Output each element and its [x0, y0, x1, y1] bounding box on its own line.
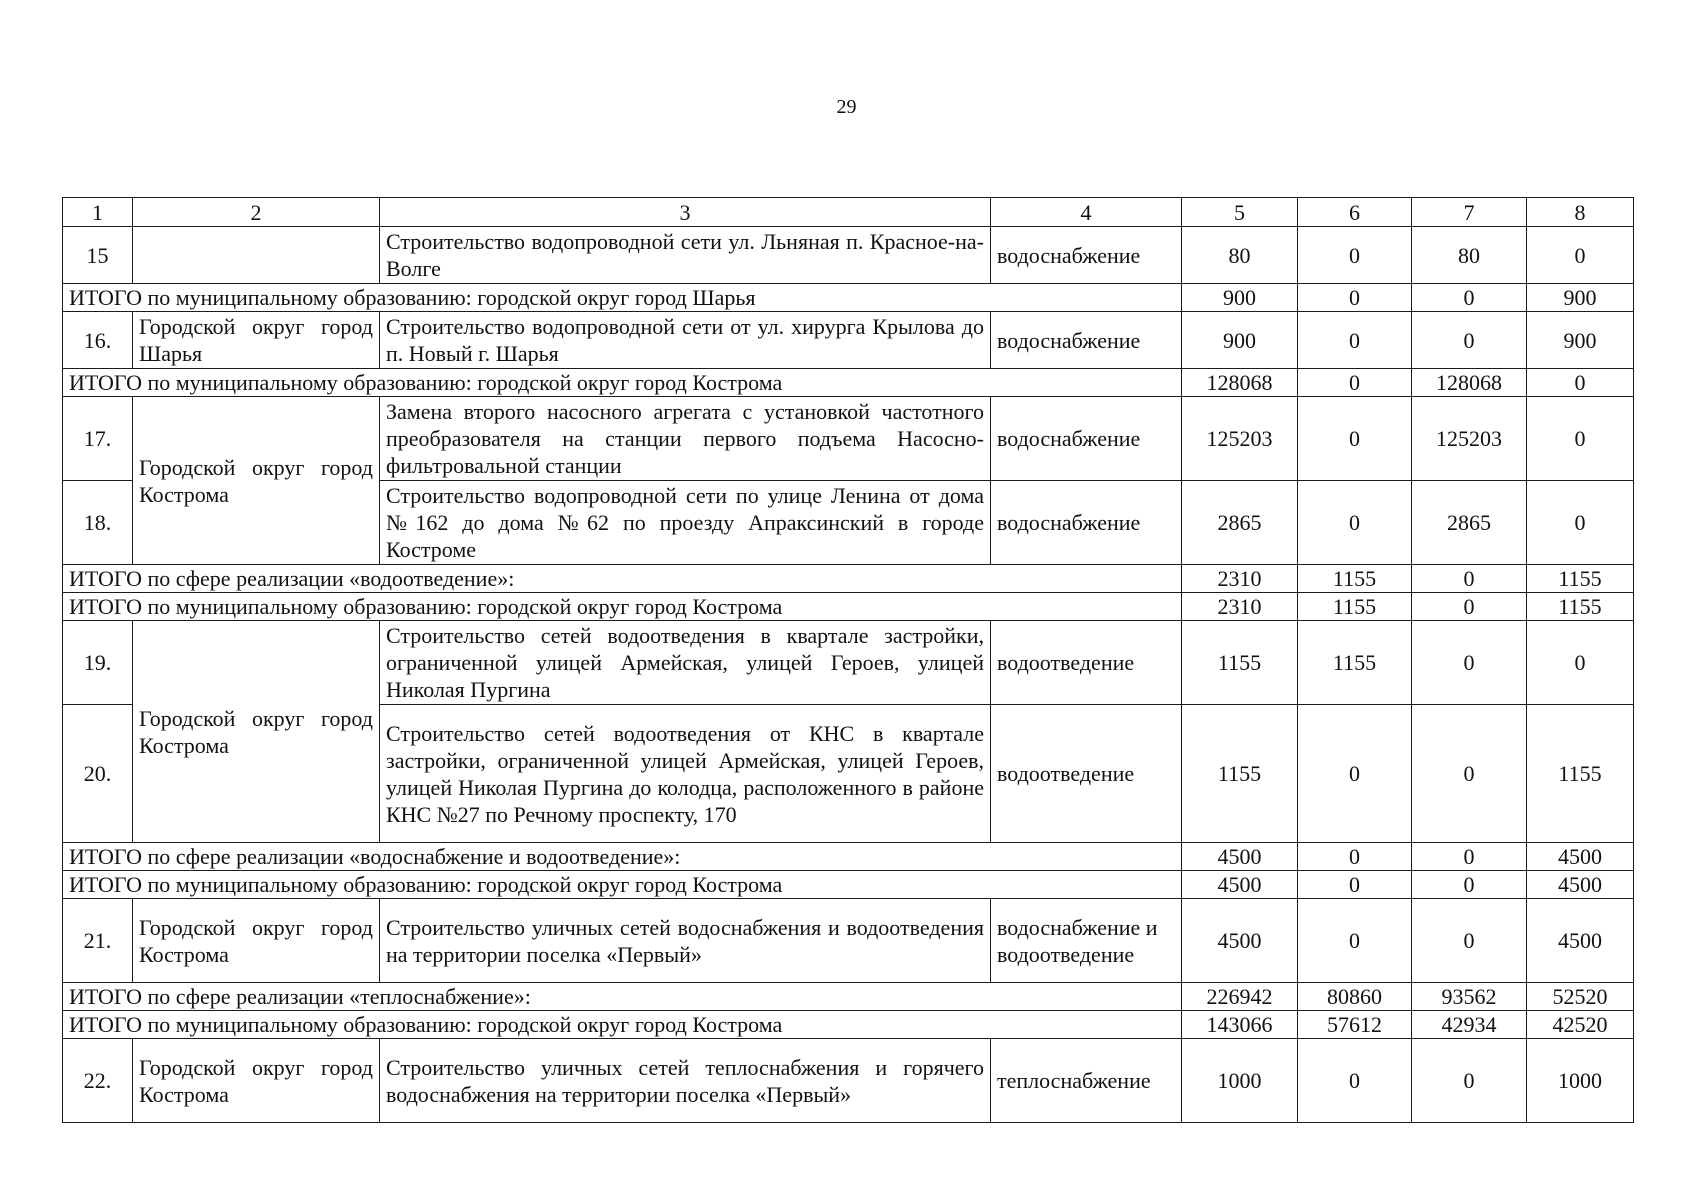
value-col6: 0 [1298, 705, 1412, 843]
header-cell-8: 8 [1527, 198, 1634, 227]
row-number: 15 [63, 227, 133, 284]
table-row-21 [63, 899, 1634, 983]
table-row-15 [63, 227, 1634, 284]
value-col6: 0 [1298, 899, 1412, 983]
total-label: ИТОГО по сфере реализации «водоотведение»: [63, 565, 1182, 593]
value-col8: 1000 [1527, 1039, 1634, 1123]
total-col7: 42934 [1412, 1011, 1527, 1039]
column-number-header-row [63, 198, 1634, 227]
sphere-cell: теплоснабжение [991, 1039, 1182, 1123]
page-number: 29 [836, 96, 857, 118]
total-col5: 226942 [1182, 983, 1298, 1011]
value-col5: 1000 [1182, 1039, 1298, 1123]
project-description: Строительство водопроводной сети от ул. хирурга Крылова до п. Новый г. Шарья [380, 312, 991, 369]
total-col5: 128068 [1182, 369, 1298, 397]
value-col6: 0 [1298, 481, 1412, 565]
total-col5: 4500 [1182, 871, 1298, 899]
total-col8: 0 [1527, 369, 1634, 397]
total-col5: 4500 [1182, 843, 1298, 871]
value-col7: 2865 [1412, 481, 1527, 565]
table-row-17 [63, 397, 1634, 481]
total-col8: 52520 [1527, 983, 1634, 1011]
value-col7: 0 [1412, 1039, 1527, 1123]
value-col8: 0 [1527, 481, 1634, 565]
value-col8: 4500 [1527, 899, 1634, 983]
value-col6: 0 [1298, 397, 1412, 481]
value-col5: 80 [1182, 227, 1298, 284]
total-col7: 0 [1412, 843, 1527, 871]
total-col7: 0 [1412, 565, 1527, 593]
value-col5: 4500 [1182, 899, 1298, 983]
total-col8: 4500 [1527, 843, 1634, 871]
total-row-kostroma [63, 369, 1634, 397]
project-description: Строительство уличных сетей теплоснабжения и горячего водоснабжения на территории поселка «Первый» [380, 1039, 991, 1123]
value-col8: 900 [1527, 312, 1634, 369]
municipality-cell: Городской округ город Кострома [133, 397, 380, 565]
municipality-cell: Городской округ город Кострома [133, 899, 380, 983]
value-col6: 0 [1298, 1039, 1412, 1123]
header-cell-3: 3 [380, 198, 991, 227]
sphere-cell: водоснабжение [991, 481, 1182, 565]
total-col8: 4500 [1527, 871, 1634, 899]
value-col8: 0 [1527, 227, 1634, 284]
project-description: Строительство сетей водоотведения от КНС в квартале застройки, ограниченной улицей Армейская, улицей Героев, улицей Николая Пургина до колодца, расположенного в районе КНС №27 по Речному проспекту, 170 [380, 705, 991, 843]
project-description: Строительство водопроводной сети по улице Ленина от дома №162 до дома №62 по проезду Апраксинский в городе Костроме [380, 481, 991, 565]
sphere-cell: водоснабжение [991, 227, 1182, 284]
project-description: Строительство водопроводной сети ул. Льняная п. Красное-на-Волге [380, 227, 991, 284]
total-col6: 0 [1298, 871, 1412, 899]
table-row-19 [63, 621, 1634, 705]
value-col7: 0 [1412, 899, 1527, 983]
municipality-cell: Городской округ город Кострома [133, 621, 380, 843]
sphere-cell: водоснабжение [991, 397, 1182, 481]
total-label: ИТОГО по муниципальному образованию: городской округ город Шарья [63, 284, 1182, 312]
total-col6: 57612 [1298, 1011, 1412, 1039]
header-cell-4: 4 [991, 198, 1182, 227]
total-col6: 1155 [1298, 565, 1412, 593]
total-row-kostroma [63, 871, 1634, 899]
row-number: 16. [63, 312, 133, 369]
total-col8: 900 [1527, 284, 1634, 312]
value-col6: 1155 [1298, 621, 1412, 705]
total-row-sharya [63, 284, 1634, 312]
total-row-sphere-water-wastewater [63, 843, 1634, 871]
table-row-16 [63, 312, 1634, 369]
total-row-sphere-wastewater [63, 565, 1634, 593]
total-label: ИТОГО по муниципальному образованию: городской округ город Кострома [63, 369, 1182, 397]
row-number: 19. [63, 621, 133, 705]
value-col5: 900 [1182, 312, 1298, 369]
total-col7: 0 [1412, 284, 1527, 312]
total-col8: 42520 [1527, 1011, 1634, 1039]
value-col5: 1155 [1182, 621, 1298, 705]
total-col6: 80860 [1298, 983, 1412, 1011]
value-col6: 0 [1298, 227, 1412, 284]
sphere-cell: водоотведение [991, 621, 1182, 705]
total-col5: 143066 [1182, 1011, 1298, 1039]
row-number: 17. [63, 397, 133, 481]
project-description: Строительство уличных сетей водоснабжения и водоотведения на территории поселка «Первый» [380, 899, 991, 983]
row-number: 21. [63, 899, 133, 983]
value-col7: 0 [1412, 312, 1527, 369]
total-row-kostroma [63, 1011, 1634, 1039]
table-row-22 [63, 1039, 1634, 1123]
value-col8: 0 [1527, 621, 1634, 705]
municipality-cell: Городской округ город Шарья [133, 312, 380, 369]
value-col5: 1155 [1182, 705, 1298, 843]
total-col6: 0 [1298, 284, 1412, 312]
value-col8: 0 [1527, 397, 1634, 481]
row-number: 18. [63, 481, 133, 565]
row-number: 22. [63, 1039, 133, 1123]
municipality-cell: Городской округ город Кострома [133, 1039, 380, 1123]
sphere-cell: водоснабжение [991, 312, 1182, 369]
total-col6: 0 [1298, 843, 1412, 871]
total-col8: 1155 [1527, 565, 1634, 593]
value-col7: 125203 [1412, 397, 1527, 481]
total-col7: 93562 [1412, 983, 1527, 1011]
value-col5: 2865 [1182, 481, 1298, 565]
total-col5: 2310 [1182, 593, 1298, 621]
total-label: ИТОГО по муниципальному образованию: городской округ город Кострома [63, 1011, 1182, 1039]
total-label: ИТОГО по сфере реализации «водоснабжение и водоотведение»: [63, 843, 1182, 871]
total-col5: 900 [1182, 284, 1298, 312]
value-col6: 0 [1298, 312, 1412, 369]
value-col7: 0 [1412, 621, 1527, 705]
project-description: Строительство сетей водоотведения в квартале застройки, ограниченной улицей Армейская, улицей Героев, улицей Николая Пургина [380, 621, 991, 705]
header-cell-2: 2 [133, 198, 380, 227]
total-label: ИТОГО по сфере реализации «теплоснабжение»: [63, 983, 1182, 1011]
total-col6: 0 [1298, 369, 1412, 397]
value-col7: 0 [1412, 705, 1527, 843]
total-row-sphere-heating [63, 983, 1634, 1011]
row-number: 20. [63, 705, 133, 843]
total-col6: 1155 [1298, 593, 1412, 621]
value-col8: 1155 [1527, 705, 1634, 843]
total-col8: 1155 [1527, 593, 1634, 621]
sphere-cell: водоснабжение и водоотведение [991, 899, 1182, 983]
investment-program-table [62, 197, 1634, 1123]
total-col7: 0 [1412, 871, 1527, 899]
value-col5: 125203 [1182, 397, 1298, 481]
total-col7: 0 [1412, 593, 1527, 621]
value-col7: 80 [1412, 227, 1527, 284]
header-cell-7: 7 [1412, 198, 1527, 227]
total-row-kostroma [63, 593, 1634, 621]
sphere-cell: водоотведение [991, 705, 1182, 843]
total-col5: 2310 [1182, 565, 1298, 593]
project-description: Замена второго насосного агрегата с установкой частотного преобразователя на станции первого подъема Насосно-фильтровальной станции [380, 397, 991, 481]
total-col7: 128068 [1412, 369, 1527, 397]
header-cell-6: 6 [1298, 198, 1412, 227]
total-label: ИТОГО по муниципальному образованию: городской округ город Кострома [63, 871, 1182, 899]
header-cell-5: 5 [1182, 198, 1298, 227]
municipality-cell [133, 227, 380, 284]
total-label: ИТОГО по муниципальному образованию: городской округ город Кострома [63, 593, 1182, 621]
header-cell-1: 1 [63, 198, 133, 227]
